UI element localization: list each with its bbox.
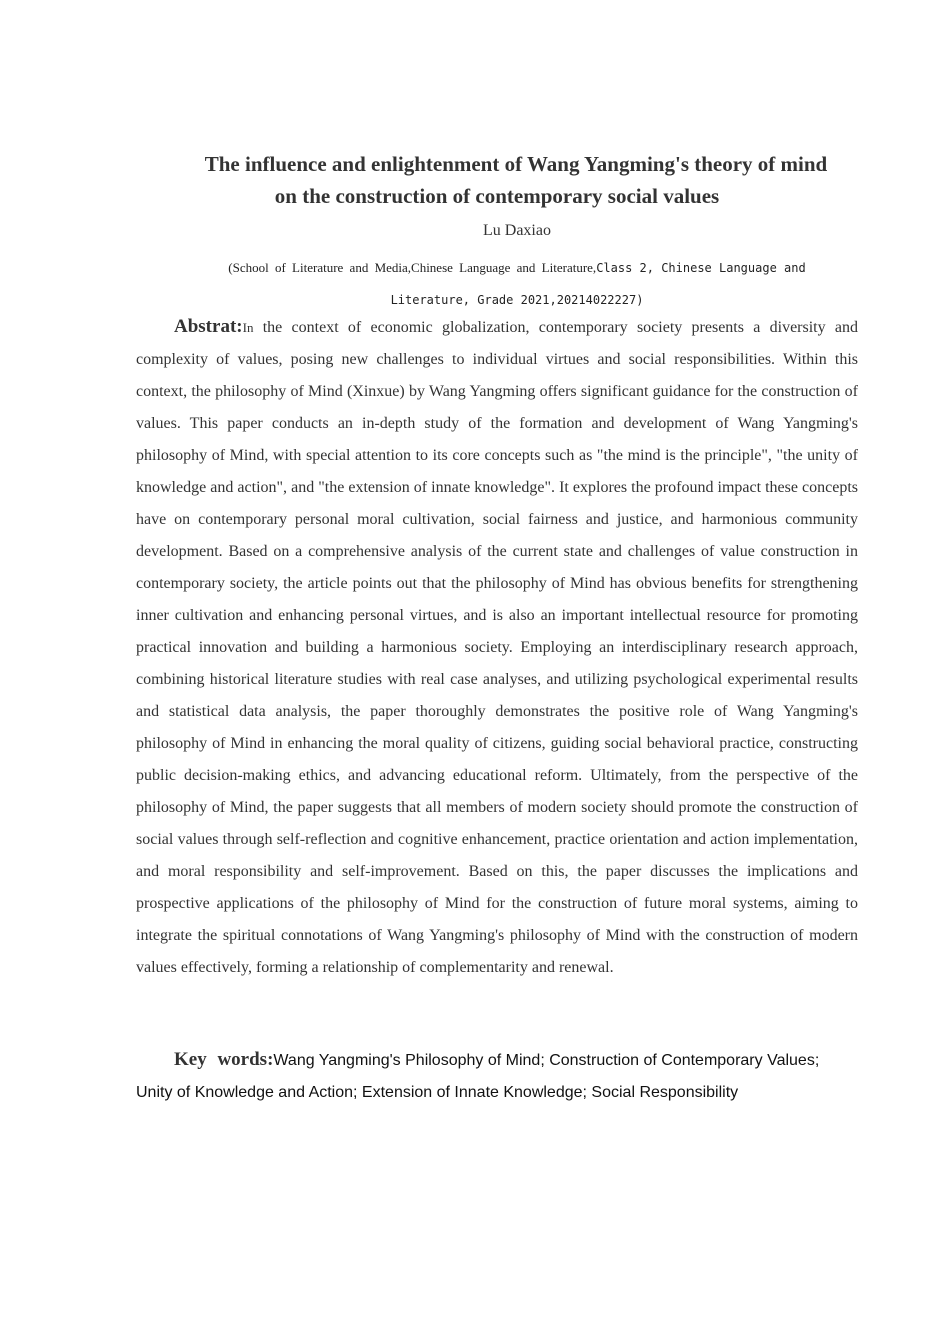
abstract-body: the context of economic globalization, contemporary society presents a diversity and complexity of values, posing new challenges to individual virtues and social responsibilities. Within this context, the philosophy of Mind (Xinxue) by Wang Yangming offers significant guidance for the construction of values. This paper conducts an in-depth study of the formation and development of Wang Yangming's philosophy of Mind, with special attention to its core concepts such as "the mind is the principle", "the unity of knowledge and action", and "the extension of innate knowledge". It explores the profound impact these concepts have on contemporary personal moral cultivation, social fairness and justice, and harmonious community development. Based on a comprehensive analysis of the current state and challenges of value construction in contemporary society, the article points out that the philosophy of Mind has obvious benefits for strengthening inner cultivation and enhancing personal virtues, and is also an important intellectual resource for promoting practical innovation and building a harmonious society. Employing an interdisciplinary research approach, combining historical literature studies with real case analyses, and utilizing psychological experimental results and statistical data analysis, the paper thoroughly demonstrates the positive role of Wang Yangming's philosophy of Mind in enhancing the moral quality of citizens, guiding social behavioral practice, constructing public decision-making ethics, and advancing educational reform. Ultimately, from the perspective of the philosophy of Mind, the paper suggests that all members of modern society should promote the construction of social values through self-reflection and cognitive enhancement, practice orientation and action implementation, and moral responsibility and self-improvement. Based on this, the paper discusses the implications and prospective applications of the philosophy of Mind for the construction of future moral systems, aiming to integrate the spiritual connotations of Wang Yangming's philosophy of Mind with the construction of modern values effectively, forming a relationship of complementarity and renewal. (136, 319, 858, 976)
keywords-label: Key words: (174, 1049, 274, 1070)
paper-title (136, 148, 858, 212)
author-name: Lu Daxiao (483, 222, 551, 239)
affiliation-line-1 (136, 252, 898, 284)
affiliation-line-1-mono: Class 2, Chinese Language and (596, 261, 806, 275)
affiliation-line-2: Literature, Grade 2021,20214022227) (390, 293, 644, 307)
paper-title-line-1: The influence and enlightenment of Wang Yangming's theory of mind (204, 152, 828, 176)
abstract-first-word: In (242, 320, 254, 335)
abstract-paragraph (136, 311, 858, 984)
abstract-label: Abstrat: (174, 316, 243, 337)
affiliation-line-1-serif: (School of Literature and Media,Chinese Language and Literature, (228, 260, 597, 275)
paper-title-line-2: on the construction of contemporary social values (274, 184, 720, 208)
keywords-text: Wang Yangming's Philosophy of Mind; Construction of Contemporary Values; Unity of Knowledge and Action; Extension of Innate Knowledge; Social Responsibility (136, 1052, 820, 1101)
keywords-paragraph (136, 1044, 858, 1109)
author-affiliation (136, 252, 898, 316)
